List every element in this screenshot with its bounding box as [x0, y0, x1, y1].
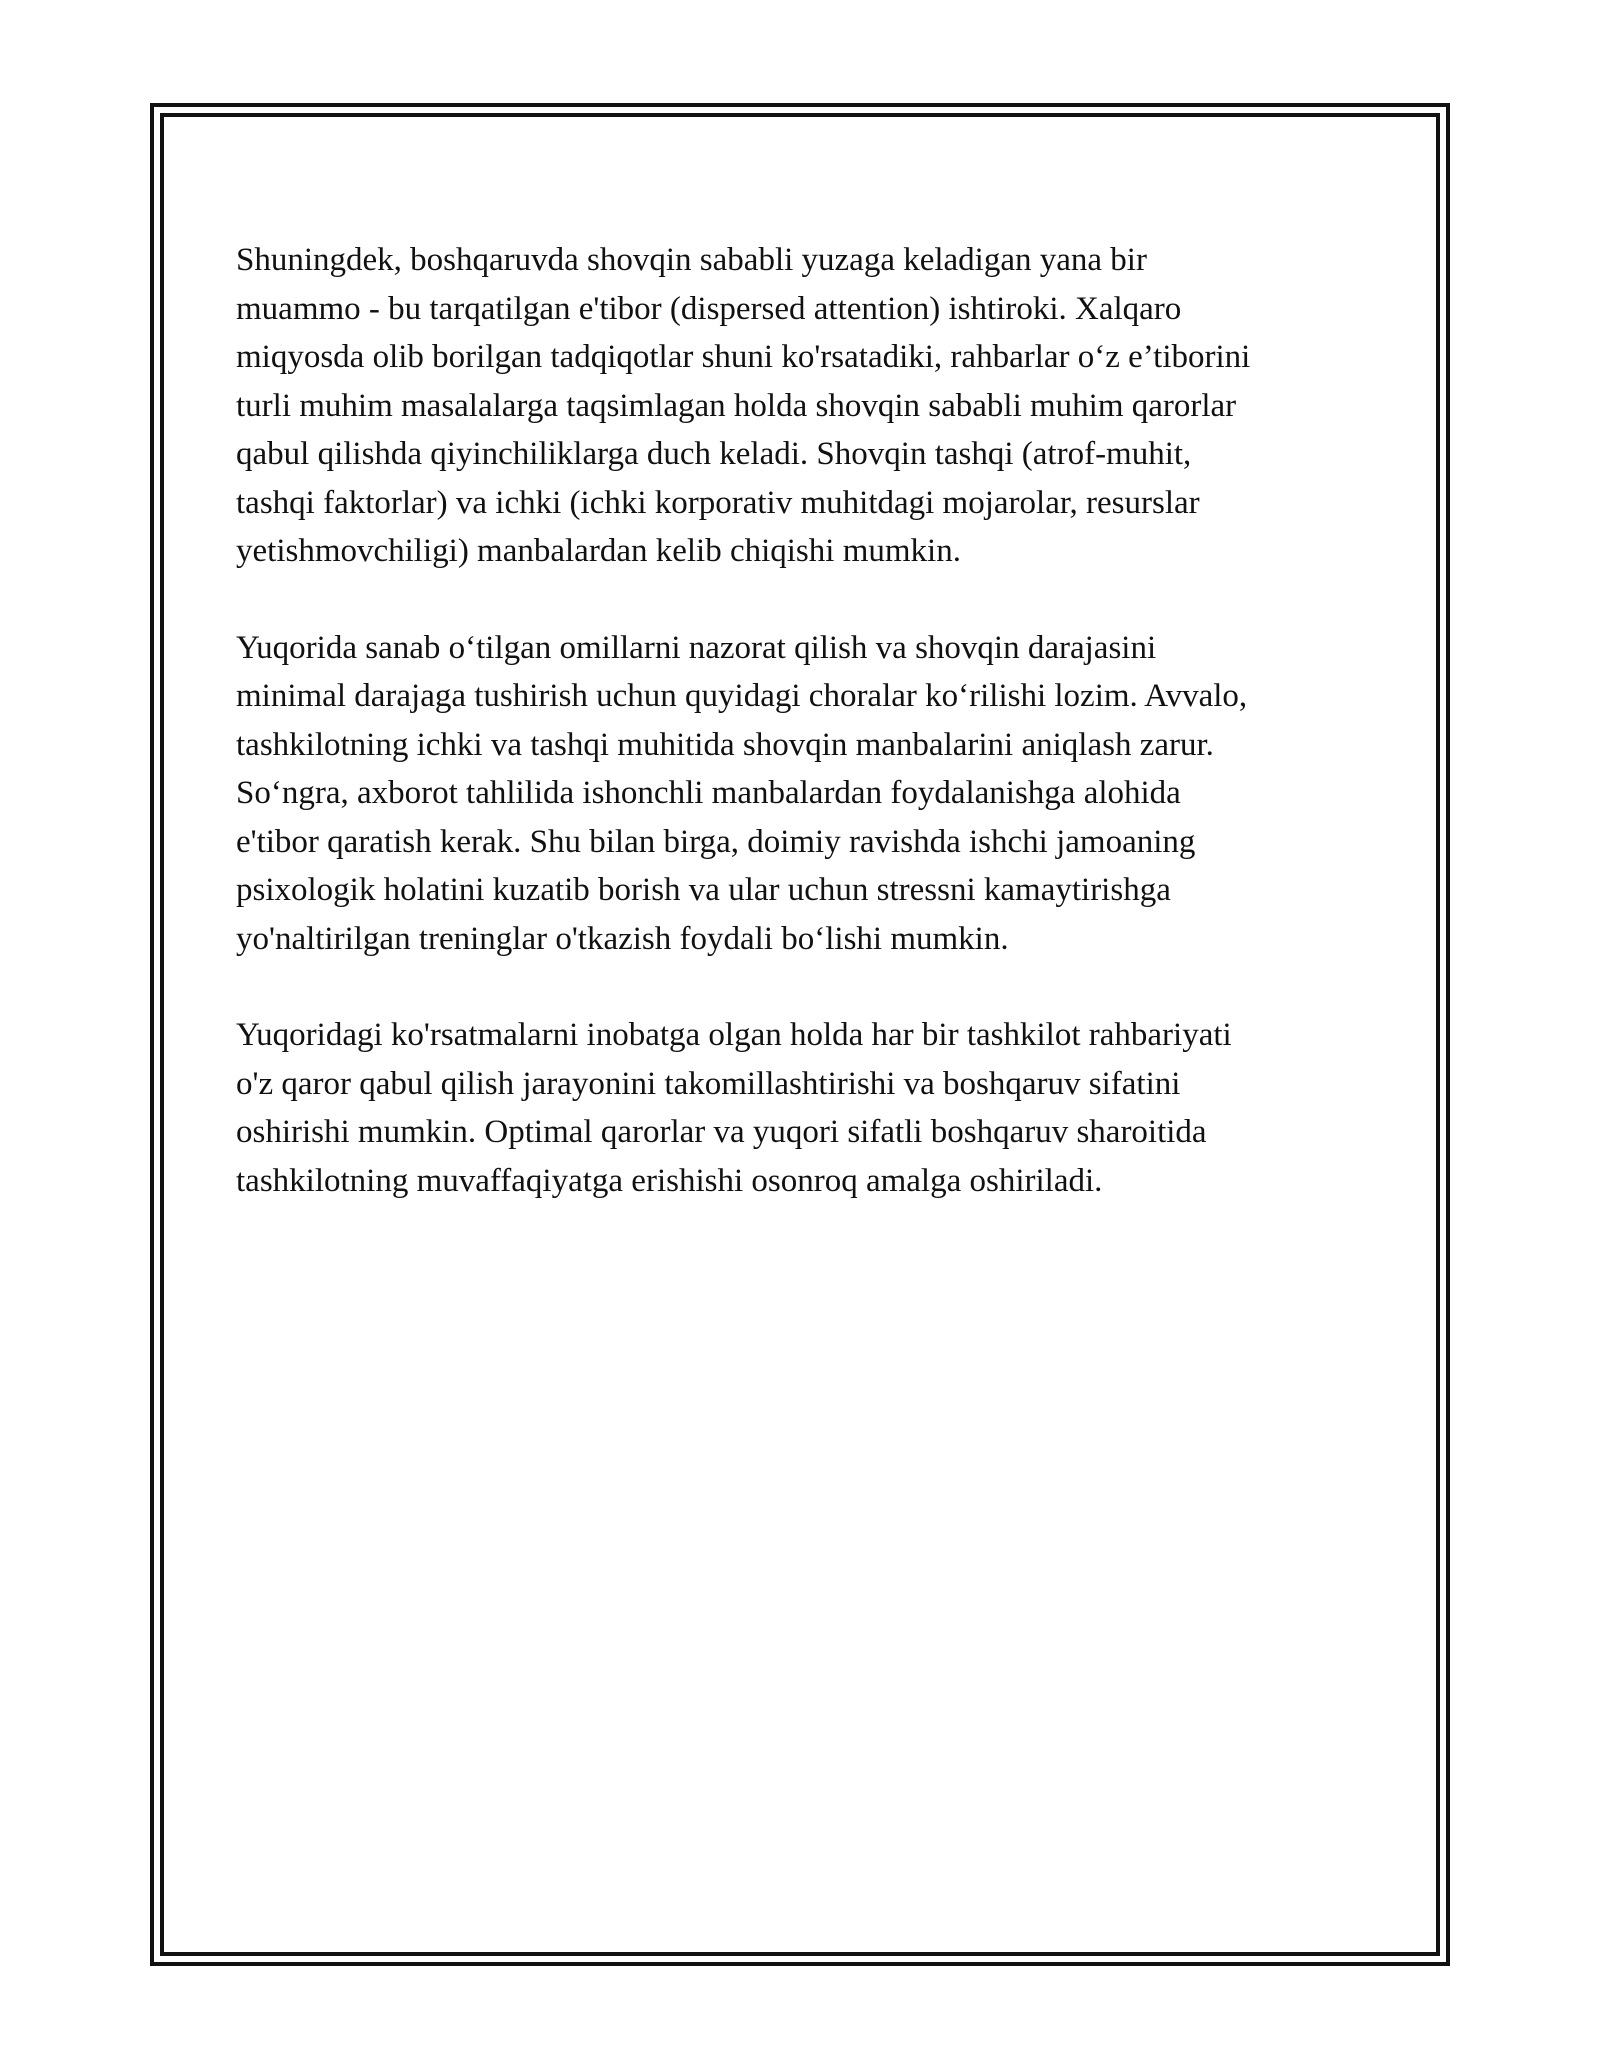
text-line: miqyosda olib borilgan tadqiqotlar shuni ko'rsatadiki, rahbarlar o‘z e’tiborini — [236, 339, 1251, 375]
paragraph-1 — [236, 236, 1386, 576]
text-line: tashqi faktorlar) va ichki (ichki korporativ muhitdagi mojarolar, resurslar — [236, 484, 1200, 521]
text-line: turli muhim masalalarga taqsimlagan holda shovqin sababli muhim qarorlar — [236, 387, 1237, 424]
paragraph-3 — [236, 1011, 1386, 1205]
document-body — [236, 236, 1386, 1253]
text-line: tashkilotning ichki va tashqi muhitida shovqin manbalarini aniqlash zarur. — [236, 726, 1214, 763]
text-line: Yuqoridagi ko'rsatmalarni inobatga olgan holda har bir tashkilot rahbariyati — [236, 1017, 1232, 1053]
text-line: yo'naltirilgan treninglar o'tkazish foydali bo‘lishi mumkin. — [236, 920, 1009, 957]
text-line: Yuqorida sanab o‘tilgan omillarni nazorat qilish va shovqin darajasini — [236, 629, 1157, 666]
text-line: So‘ngra, axborot tahlilida ishonchli manbalardan foydalanishga alohida — [236, 775, 1181, 811]
text-line: e'tibor qaratish kerak. Shu bilan birga, doimiy ravishda ishchi jamoaning — [236, 823, 1196, 860]
paragraph-2 — [236, 624, 1386, 964]
text-line: oshirishi mumkin. Optimal qarorlar va yuqori sifatli boshqaruv sharoitida — [236, 1114, 1207, 1150]
text-line: yetishmovchiligi) manbalardan kelib chiqishi mumkin. — [236, 533, 961, 569]
text-line: Shuningdek, boshqaruvda shovqin sababli yuzaga keladigan yana bir — [236, 242, 1147, 278]
text-line: o'z qaror qabul qilish jarayonini takomillashtirishi va boshqaruv sifatini — [236, 1065, 1181, 1102]
text-line: qabul qilishda qiyinchiliklarga duch keladi. Shovqin tashqi (atrof-muhit, — [236, 436, 1192, 472]
text-line: minimal darajaga tushirish uchun quyidagi choralar ko‘rilishi lozim. Avvalo, — [236, 678, 1248, 714]
text-line: muammo - bu tarqatilgan e'tibor (dispersed attention) ishtiroki. Xalqaro — [236, 290, 1182, 327]
text-line: psixologik holatini kuzatib borish va ular uchun stressni kamaytirishga — [236, 872, 1171, 908]
text-line: tashkilotning muvaffaqiyatga erishishi osonroq amalga oshiriladi. — [236, 1162, 1103, 1199]
